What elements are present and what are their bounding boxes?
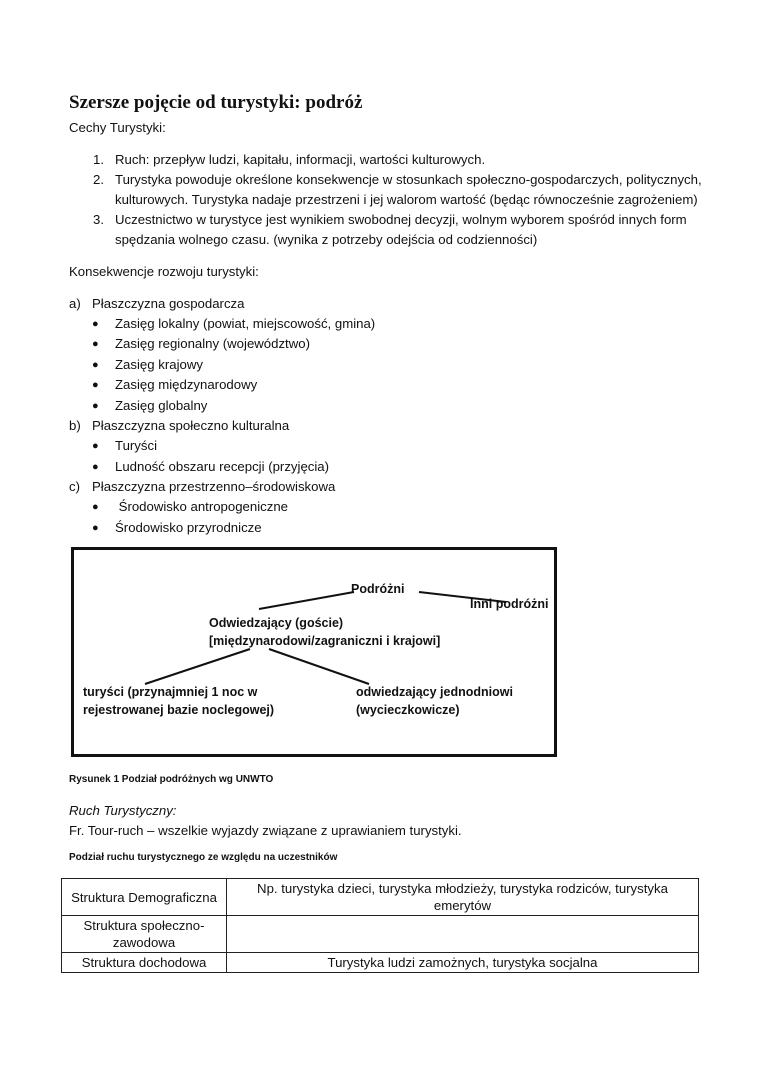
node-day-visitors: odwiedzający jednodniowi [356, 685, 513, 699]
plane-letter: c) [69, 479, 80, 494]
list-item: Ludność obszaru recepcji (przyjęcia) [115, 459, 330, 474]
participants-table [61, 878, 699, 973]
list-item: Turystyka powoduje określone konsekwencje w stosunkach społeczno-gospodarczych, politycznych, [115, 172, 702, 187]
connector-visitors-tourists [145, 649, 250, 684]
node-tourists-detail: rejestrowanej bazie noclegowej) [83, 703, 275, 717]
figure-caption: Rysunek 1 Podział podróżnych wg UNWTO [69, 774, 274, 785]
bullet-icon: ● [92, 400, 99, 412]
plane-label: Płaszczyzna gospodarcza [92, 296, 245, 311]
node-tourists: turyści (przynajmniej 1 noc w [83, 685, 258, 699]
node-travellers: Podróżni [351, 582, 405, 596]
list-item: Turyści [115, 438, 158, 453]
bullet-icon: ● [92, 318, 99, 330]
plane-letter: a) [69, 296, 81, 311]
list-item: Środowisko przyrodnicze [115, 520, 262, 535]
list-item: Ruch: przepływ ludzi, kapitału, informacji, wartości kulturowych. [115, 152, 486, 167]
bullet-icon: ● [92, 461, 99, 473]
table-heading: Podział ruchu turystycznego ze względu na uczestników [69, 852, 338, 863]
diagram-connectors [74, 550, 554, 754]
list-item: Zasięg globalny [115, 398, 208, 413]
table-cell-structure: Struktura dochodowa [62, 953, 227, 973]
bullet-icon: ● [92, 359, 99, 371]
list-item: Środowisko antropogeniczne [115, 499, 289, 514]
list-item-continuation: spędzania wolnego czasu. (wynika z potrzeby odejścia od codzienności) [115, 232, 538, 247]
table-row [62, 879, 699, 916]
connector-visitors-daytrippers [269, 649, 369, 684]
features-heading: Cechy Turystyki: [69, 120, 166, 135]
plane-label: Płaszczyzna przestrzenno–środowiskowa [92, 479, 336, 494]
table-cell-description: Np. turystyka dzieci, turystyka młodzieży, turystyka rodziców, turystyka emerytów [227, 879, 699, 916]
table-row [62, 916, 699, 953]
list-number: 1. [93, 152, 104, 167]
list-item: Zasięg regionalny (województwo) [115, 336, 310, 351]
list-item: Zasięg międzynarodowy [115, 377, 258, 392]
plane-label: Płaszczyzna społeczno kulturalna [92, 418, 290, 433]
node-day-visitors-detail: (wycieczkowicze) [356, 703, 460, 717]
bullet-icon: ● [92, 522, 99, 534]
node-visitors: Odwiedzający (goście) [209, 616, 344, 630]
list-item: Zasięg lokalny (powiat, miejscowość, gmina) [115, 316, 376, 331]
travellers-diagram [71, 547, 557, 757]
bullet-icon: ● [92, 338, 99, 350]
list-item: Zasięg krajowy [115, 357, 203, 372]
movement-heading: Ruch Turystyczny: [69, 803, 177, 818]
table-row [62, 953, 699, 973]
list-number: 3. [93, 212, 104, 227]
page-title: Szersze pojęcie od turystyki: podróż [69, 92, 363, 113]
plane-letter: b) [69, 418, 81, 433]
table-cell-description: Turystyka ludzi zamożnych, turystyka socjalna [227, 953, 699, 973]
movement-text: Fr. Tour-ruch – wszelkie wyjazdy związane z uprawianiem turystyki. [69, 823, 462, 838]
table-cell-description [227, 916, 699, 953]
bullet-icon: ● [92, 379, 99, 391]
bullet-icon: ● [92, 440, 99, 452]
bullet-icon: ● [92, 501, 99, 513]
table-cell-structure: Struktura Demograficzna [62, 879, 227, 916]
node-other-travellers: Inni podróżni [470, 597, 549, 611]
list-item: Uczestnictwo w turystyce jest wynikiem swobodnej decyzji, wolnym wyborem spośród innych form [115, 212, 687, 227]
list-item-continuation: kulturowych. Turystyka nadaje przestrzeni i jej walorom wartość (będąc równocześnie zagrożeniem) [115, 192, 698, 207]
table-cell-structure: Struktura społeczno-zawodowa [62, 916, 227, 953]
connector-root-visitors [259, 592, 354, 609]
list-number: 2. [93, 172, 104, 187]
consequences-heading: Konsekwencje rozwoju turystyki: [69, 264, 259, 279]
node-visitors-detail: [międzynarodowi/zagraniczni i krajowi] [209, 634, 441, 648]
